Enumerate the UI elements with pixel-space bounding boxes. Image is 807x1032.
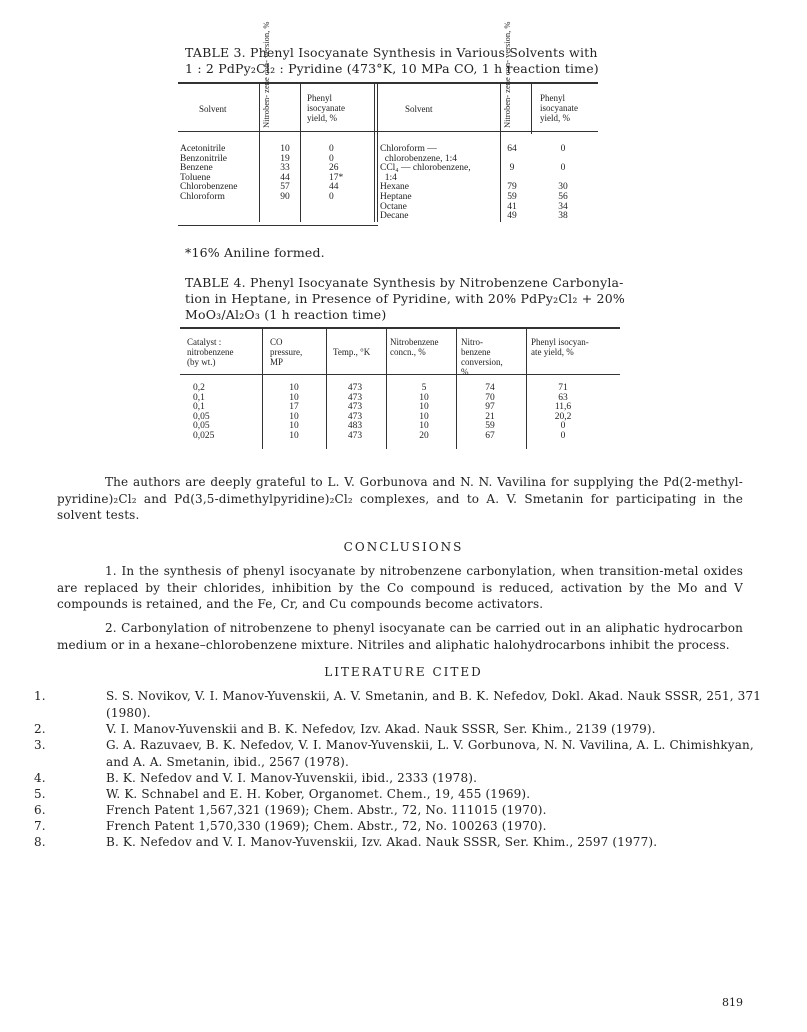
t3-right-solvents: Chloroform — chlorobenzene, 1:4 CCl₄ — chlorobenzene, 1:4 Hexane Heptane Octane Decane <box>380 144 471 222</box>
t4-header-conversion: Nitro- benzene conversion, % <box>461 337 503 377</box>
t4-vline <box>456 329 457 449</box>
t4-vline <box>386 329 387 449</box>
table3-caption <box>185 45 625 77</box>
t3-header-solvent-left: Solvent <box>199 104 227 114</box>
t4-vline <box>262 329 263 449</box>
t4-col-concn: 5 10 10 10 10 20 <box>419 383 429 441</box>
ref-number: 1. <box>34 689 46 703</box>
ref-number: 5. <box>34 787 46 801</box>
t3-right-yield: 0 0 30 56 34 38 <box>558 144 568 222</box>
t3-vline <box>377 82 378 222</box>
ref-number: 2. <box>34 722 46 736</box>
table3-caption-line1: TABLE 3. Phenyl Isocyanate Synthesis in Various Solvents with <box>185 45 598 60</box>
table4-top-rule <box>180 327 620 329</box>
page-number: 819 <box>722 996 743 1009</box>
t4-col-temp: 473 473 473 473 483 473 <box>347 383 363 441</box>
t4-col-catalyst: 0,2 0,1 0,1 0,05 0,05 0,025 <box>193 383 215 441</box>
table3-top-rule <box>178 82 598 84</box>
t4-col-conversion: 74 70 97 21 59 67 <box>485 383 495 441</box>
t3-left-solvents: Acetonitrile Benzonitrile Benzene Toluene Chlorobenzene Chloroform <box>180 144 238 202</box>
table3-caption-line2: 1 : 2 PdPy₂Cl₂ : Pyridine (473°K, 10 MPa CO, 1 h reaction time) <box>185 61 599 76</box>
ref-text: French Patent 1,570,330 (1969); Chem. Abstr., 72, No. 100263 (1970). <box>106 819 547 833</box>
table3-header-rule <box>178 131 598 132</box>
ref-text: G. A. Razuvaev, B. K. Nefedov, V. I. Manov-Yuvenskii, L. V. Gorbunova, N. N. Vavilina, A. L. Chimishkyan, and A. A. Smetanin, ibid., 2567 (1978). <box>106 738 754 769</box>
t4-header-catalyst: Catalyst : nitrobenzene (by wt.) <box>187 337 234 367</box>
table4-header-rule <box>180 374 620 375</box>
conclusion-1: 1. In the synthesis of phenyl isocyanate by nitrobenzene carbonylation, when transition-metal oxides are replaced by their chlorides, inhibition by the Co compound is reduced, activation by the Mo and V compounds is retained, and the Fe, Cr, and Cu compounds become activators. <box>57 564 743 611</box>
t3-left-yield: 0 0 26 17* 44 0 <box>329 144 344 202</box>
conclusions-heading: CONCLUSIONS <box>343 540 464 554</box>
table4-caption-line3: MoO₃/Al₂O₃ (1 h reaction time) <box>185 307 387 322</box>
ref-text: B. K. Nefedov and V. I. Manov-Yuvenskii, Izv. Akad. Nauk SSSR, Ser. Khim., 2597 (1977). <box>106 835 658 849</box>
ref-text: W. K. Schnabel and E. H. Kober, Organomet. Chem., 19, 455 (1969). <box>106 787 531 801</box>
t3-vline <box>300 82 301 222</box>
t4-header-pressure: CO pressure, MP <box>270 337 303 367</box>
conclusion-2: 2. Carbonylation of nitrobenzene to phenyl isocyanate can be carried out in an aliphatic hydrocarbon medium or in a hexane–chlorobenzene mixture. Nitriles and aliphatic halohydrocarbons inhibit the process. <box>57 621 743 652</box>
ref-text: S. S. Novikov, V. I. Manov-Yuvenskii, A. V. Smetanin, and B. K. Nefedov, Dokl. Akad. Nauk SSSR, 251, 371 (1980). <box>106 689 762 720</box>
t3-header-yield-right: Phenyl isocyanate yield, % <box>540 93 578 123</box>
ref-number: 4. <box>34 771 46 785</box>
table3-footnote: *16% Aniline formed. <box>185 245 325 260</box>
ref-number: 6. <box>34 803 46 817</box>
t4-vline <box>526 329 527 449</box>
t3-header-solvent-right: Solvent <box>405 104 433 114</box>
t4-vline <box>326 329 327 449</box>
t3-right-conversion: 64 9 79 59 41 49 <box>507 144 517 222</box>
t4-header-temp: Temp., °K <box>333 347 371 357</box>
ref-number: 8. <box>34 835 46 849</box>
ref-number: 3. <box>34 738 46 752</box>
table4-caption <box>185 275 625 323</box>
t3-left-conversion: 10 19 33 44 57 90 <box>280 144 290 202</box>
t3-header-conversion-right: Nitroben- zene con- version, % <box>502 21 512 128</box>
t3-header-yield-left: Phenyl isocyanate yield, % <box>307 93 345 123</box>
reference-list <box>0 688 807 848</box>
acknowledgement: The authors are deeply grateful to L. V. Gorbunova and N. N. Vavilina for supplying the Pd(2-methyl-pyridine)₂Cl₂ and Pd(3,5-dimethylpyridine)₂Cl₂ complexes, and to A. V. Smetanin for participating in the solvent tests. <box>57 475 743 522</box>
t3-header-conversion-left: Nitroben- zene con- version, % <box>261 21 271 128</box>
table3-bottom-rule-left <box>178 225 378 226</box>
t3-vline <box>374 82 375 222</box>
ref-number: 7. <box>34 819 46 833</box>
t4-col-yield: 71 63 11,6 20,2 0 0 <box>554 383 572 441</box>
ref-text: B. K. Nefedov and V. I. Manov-Yuvenskii, ibid., 2333 (1978). <box>106 771 478 785</box>
ref-text: French Patent 1,567,321 (1969); Chem. Abstr., 72, No. 111015 (1970). <box>106 803 547 817</box>
t3-vline <box>500 82 501 222</box>
t4-header-concn: Nitrobenzene concn., % <box>390 337 439 357</box>
t4-header-yield: Phenyl isocyan- ate yield, % <box>531 337 589 357</box>
table4-caption-line2: tion in Heptane, in Presence of Pyridine, with 20% PdPy₂Cl₂ + 20% <box>185 291 625 306</box>
table4-caption-line1: TABLE 4. Phenyl Isocyanate Synthesis by Nitrobenzene Carbonyla- <box>185 275 624 290</box>
literature-heading: LITERATURE CITED <box>324 665 483 679</box>
t4-col-pressure: 10 10 17 10 10 10 <box>289 383 299 441</box>
t3-vline <box>531 82 532 134</box>
ref-text: V. I. Manov-Yuvenskii and B. K. Nefedov, Izv. Akad. Nauk SSSR, Ser. Khim., 2139 (1979). <box>106 722 656 736</box>
t3-vline <box>259 82 260 222</box>
